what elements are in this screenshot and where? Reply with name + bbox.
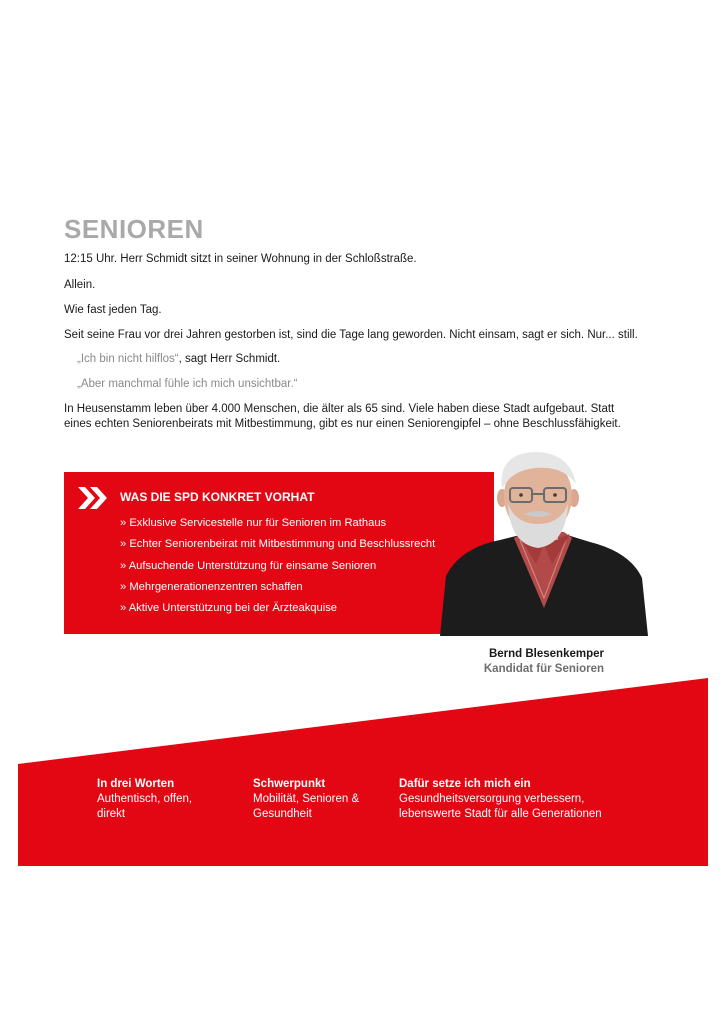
candidate-role: Kandidat für Senioren xyxy=(483,663,604,675)
footer-col2-line2: Gesundheit xyxy=(253,808,312,820)
footer-col3-line1: Gesundheitsversorgung verbessern, xyxy=(399,793,585,805)
footer-column-focus xyxy=(253,777,359,822)
story-paragraph-1: 12:15 Uhr. Herr Schmidt sitzt in seiner Wohnung in der Schloßstraße. xyxy=(64,253,417,265)
story-paragraph-4: Seit seine Frau vor drei Jahren gestorben ist, sind die Tage lang geworden. Nicht einsam, sagt er sich. Nur... still. xyxy=(64,329,638,341)
footer-col2-title: Schwerpunkt xyxy=(253,778,326,790)
story-paragraph-3: Wie fast jeden Tag. xyxy=(64,304,162,316)
plan-item: » Aufsuchende Unterstützung für einsame Senioren xyxy=(120,559,377,572)
footer-col1-line2: direkt xyxy=(97,808,126,820)
quote-1: „Ich bin nicht hilflos“ xyxy=(77,353,179,365)
footer-banner xyxy=(18,678,708,866)
story-paragraph-5-line-2: eines echten Seniorenbeirats mit Mitbestimmung, gibt es nur einen Seniorengipfel – ohne Beschlussfähigkeit. xyxy=(64,418,621,430)
story-paragraph-5-line-1: In Heusenstamm leben über 4.000 Menschen, die älter als 65 sind. Viele haben diese Stadt aufgebaut. Statt xyxy=(64,403,615,415)
footer-col1-line1: Authentisch, offen, xyxy=(97,793,193,805)
footer-column-words xyxy=(97,777,192,822)
candidate-photo xyxy=(440,448,648,636)
candidate-name: Bernd Blesenkemper xyxy=(488,648,604,660)
footer-col3-line2: lebenswerte Stadt für alle Generationen xyxy=(399,808,602,820)
plan-item: » Mehrgenerationenzentren schaffen xyxy=(120,580,303,593)
section-heading: SENIOREN xyxy=(64,214,204,244)
quote-2: „Aber manchmal fühle ich mich unsichtbar.“ xyxy=(77,378,298,390)
footer-col1-title: In drei Worten xyxy=(97,778,175,790)
plan-title: WAS DIE SPD KONKRET VORHAT xyxy=(120,490,315,504)
story-paragraph-2: Allein. xyxy=(64,279,96,291)
plan-item: » Aktive Unterstützung bei der Ärzteakquise xyxy=(120,602,338,615)
quote-1-attribution: , sagt Herr Schmidt. xyxy=(178,353,281,365)
plan-item: » Exklusive Servicestelle nur für Senioren im Rathaus xyxy=(120,517,387,529)
double-chevron-icon xyxy=(78,487,108,509)
plan-list xyxy=(120,516,435,622)
footer-column-commitment xyxy=(399,777,602,822)
quote-1-line xyxy=(77,352,280,367)
plan-item: » Echter Seniorenbeirat mit Mitbestimmung und Beschlussrecht xyxy=(120,538,436,551)
footer-col2-line1: Mobilität, Senioren & xyxy=(253,793,360,805)
footer-col3-title: Dafür setze ich mich ein xyxy=(399,778,531,790)
